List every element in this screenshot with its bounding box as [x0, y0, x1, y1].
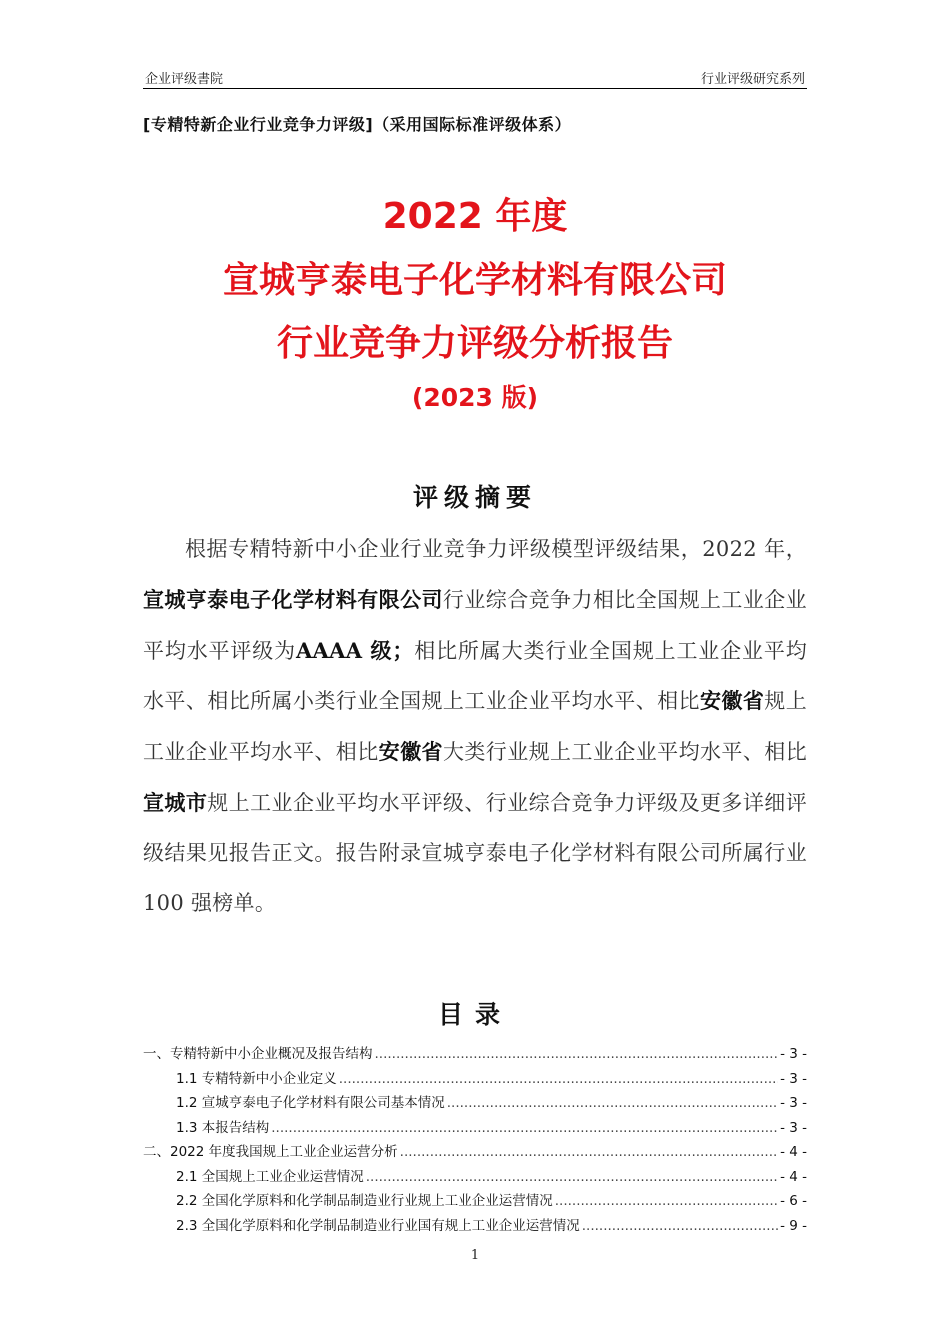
summary-paragraph: [143, 525, 807, 928]
summary-text-2: 行业综合竞争力相比全国规上工业企业平均水平评级为: [143, 587, 807, 663]
summary-text-3: 相比所属大类行业全国规上工业企业平均水平、相比所属小类行业全国规上工业企业平均水平、相比: [143, 638, 807, 714]
toc-entry-label: 2.1 全国规上工业企业运营情况: [176, 1168, 364, 1185]
page-header: [143, 66, 807, 89]
toc-entry-label: 2.3 全国化学原料和化学制品制造业行业国有规上工业企业运营情况: [176, 1217, 580, 1234]
toc-entry-page: - 6 -: [780, 1193, 807, 1209]
page-number: 1: [470, 1248, 480, 1263]
toc-leader-dots: [271, 1120, 778, 1136]
toc-entry[interactable]: [143, 1189, 807, 1214]
toc-leader-dots: [375, 1046, 779, 1062]
toc-entry[interactable]: [143, 1067, 807, 1092]
toc-entry[interactable]: [143, 1091, 807, 1116]
report-tagline: [专精特新企业行业竞争力评级]（采用国际标准评级体系）: [143, 115, 572, 134]
toc-leader-dots: [339, 1071, 778, 1087]
toc-heading: 目录: [437, 1000, 512, 1029]
summary-province-1: 安徽省: [699, 688, 765, 714]
table-of-contents: [143, 1042, 807, 1238]
toc-entry-label: 2.2 全国化学原料和化学制品制造业行业规上工业企业运营情况: [176, 1193, 553, 1209]
summary-text-5: 大类行业规上工业企业平均水平、相比: [442, 740, 807, 765]
summary-province-2: 安徽省: [378, 739, 443, 765]
toc-entry[interactable]: [143, 1140, 807, 1165]
toc-entry-page: - 3 -: [780, 1095, 807, 1111]
summary-grade: AAAA 级；: [295, 637, 414, 663]
toc-leader-dots: [582, 1218, 778, 1234]
summary-city: 宣城市: [143, 789, 208, 815]
toc-entry-page: - 4 -: [780, 1144, 807, 1160]
toc-entry-page: - 3 -: [780, 1046, 807, 1062]
summary-text-6: 规上工业企业平均水平评级、行业综合竞争力评级及更多详细评级结果见报告正文。报告附录宣城亨泰电子化学材料有限公司所属行业 100 强榜单。: [143, 790, 807, 915]
toc-entry-label: 1.1 专精特新中小企业定义: [176, 1070, 337, 1087]
summary-text-1: 根据专精特新中小企业行业竞争力评级模型评级结果，2022 年，: [185, 537, 807, 561]
title-report: 行业竞争力评级分析报告: [276, 323, 673, 364]
toc-entry-label: 1.3 本报告结构: [176, 1119, 270, 1136]
toc-leader-dots: [555, 1193, 778, 1209]
summary-company: 宣城亨泰电子化学材料有限公司: [143, 586, 443, 612]
toc-entry-page: - 4 -: [780, 1168, 807, 1185]
toc-leader-dots: [366, 1169, 778, 1185]
toc-entry-page: - 3 -: [780, 1070, 807, 1087]
toc-entry[interactable]: [143, 1165, 807, 1190]
summary-heading: 评级摘要: [412, 483, 537, 512]
toc-entry[interactable]: [143, 1042, 807, 1067]
title-year: 2022 年度: [382, 196, 568, 237]
header-left-text: 企业评级書院: [145, 72, 224, 87]
toc-entry-page: - 9 -: [780, 1217, 807, 1234]
title-company: 宣城亨泰电子化学材料有限公司: [222, 260, 727, 301]
toc-entry-label: 一、专精特新中小企业概况及报告结构: [143, 1046, 373, 1062]
summary-text-4: 规上工业企业平均水平、相比: [143, 689, 807, 765]
toc-leader-dots: [447, 1095, 778, 1111]
toc-entry-label: 二、2022 年度我国规上工业企业运营分析: [143, 1144, 398, 1160]
toc-leader-dots: [400, 1144, 778, 1160]
toc-entry-label: 1.2 宣城亨泰电子化学材料有限公司基本情况: [176, 1095, 445, 1111]
toc-entry-page: - 3 -: [780, 1119, 807, 1136]
toc-entry[interactable]: [143, 1116, 807, 1141]
title-edition: (2023 版): [411, 383, 539, 412]
toc-entry[interactable]: [143, 1214, 807, 1239]
header-right-text: 行业评级研究系列: [700, 72, 805, 87]
